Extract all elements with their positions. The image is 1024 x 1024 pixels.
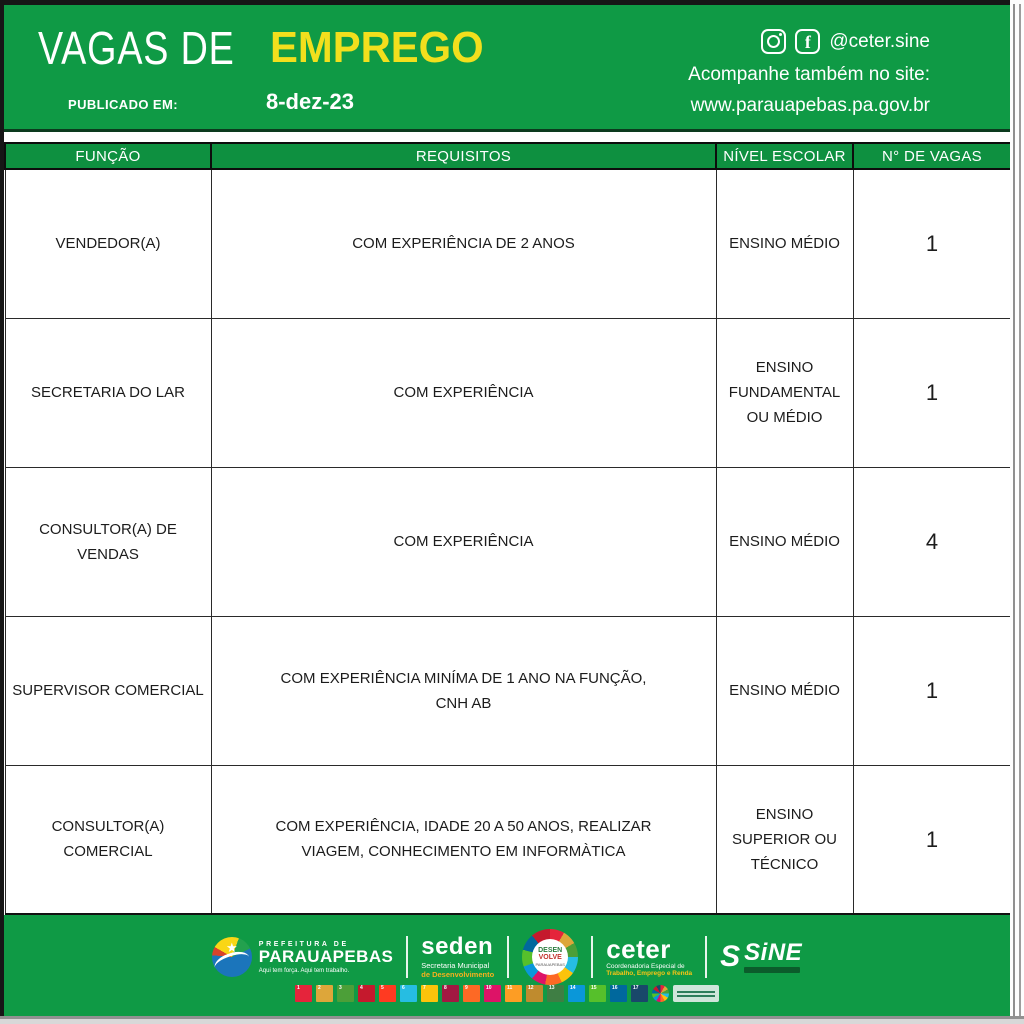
cell-nivel-escolar: ENSINO MÉDIO xyxy=(716,467,853,616)
page-right-edge xyxy=(1010,0,1024,1019)
prefeitura-tagline: Aqui tem força. Aqui tem trabalho. xyxy=(258,967,350,974)
sdg-strip xyxy=(4,985,1010,1002)
prefeitura-line2: PARAUAPEBAS xyxy=(258,946,394,966)
logo-row xyxy=(4,929,1010,985)
social-row xyxy=(688,29,930,54)
page-title-prefix: VAGAS DE xyxy=(38,22,235,74)
parauapebas-emblem-icon xyxy=(212,937,252,977)
seden-subtitle1: Secretaria Municipal xyxy=(421,960,490,970)
cell-vagas: 1 xyxy=(853,169,1011,318)
sdg-goal-13-icon: 13 xyxy=(547,985,564,1002)
facebook-icon xyxy=(795,29,820,54)
cell-requisitos: COM EXPERIÊNCIA MINÍMA DE 1 ANO NA FUNÇÃO, CNH AB xyxy=(211,616,716,765)
social-handle: @ceter.sine xyxy=(829,30,930,52)
cell-funcao: VENDEDOR(A) xyxy=(5,169,211,318)
table-row xyxy=(5,318,1011,467)
seden-subtitle2: de Desenvolvimento xyxy=(421,969,495,979)
sdg-goal-5-icon: 5 xyxy=(379,985,396,1002)
sdg-goal-7-icon: 7 xyxy=(421,985,438,1002)
column-header-n-de-vagas: N° DE VAGAS xyxy=(853,143,1011,169)
sdg-goal-3-icon: 3 xyxy=(337,985,354,1002)
footer-banner xyxy=(4,915,1010,1016)
column-header-nivel-escolar: NÍVEL ESCOLAR xyxy=(716,143,853,169)
cell-nivel-escolar: ENSINO FUNDAMENTAL OU MÉDIO xyxy=(716,318,853,467)
sdg-goal-1-icon: 1 xyxy=(295,985,312,1002)
desenvolve-center xyxy=(532,939,568,975)
sdg-goal-17-icon: 17 xyxy=(631,985,648,1002)
cell-requisitos: COM EXPERIÊNCIA xyxy=(211,467,716,616)
sdg-goal-4-icon: 4 xyxy=(358,985,375,1002)
sdg-wheel-icon xyxy=(652,985,669,1002)
vacancies-table xyxy=(4,142,1012,916)
header-banner xyxy=(4,5,1010,132)
published-label: PUBLICADO EM: xyxy=(68,97,178,112)
sdg-goal-2-icon: 2 xyxy=(316,985,333,1002)
sdg-wide-badge-icon xyxy=(673,985,719,1002)
column-header-funcao: FUNÇÃO xyxy=(5,143,211,169)
cell-funcao: CONSULTOR(A) DE VENDAS xyxy=(5,467,211,616)
cell-funcao: SUPERVISOR COMERCIAL xyxy=(5,616,211,765)
site-url: www.parauapebas.pa.gov.br xyxy=(690,95,930,116)
cell-vagas: 1 xyxy=(853,616,1011,765)
sine-name: SiNE xyxy=(744,938,803,966)
instagram-icon xyxy=(761,29,786,54)
cell-requisitos: COM EXPERIÊNCIA, IDADE 20 A 50 ANOS, REALIZAR VIAGEM, CONHECIMENTO EM INFORMÀTICA xyxy=(211,765,716,914)
ceter-subtitle2: Trabalho, Emprego e Renda xyxy=(606,969,693,977)
logo-divider xyxy=(507,936,509,978)
logo-divider xyxy=(591,936,593,978)
cell-nivel-escolar: ENSINO SUPERIOR OU TÉCNICO xyxy=(716,765,853,914)
page-title-highlight: EMPREGO xyxy=(270,23,484,72)
sine-s-icon: S xyxy=(720,940,741,973)
sdg-goal-14-icon: 14 xyxy=(568,985,585,1002)
sdg-goal-9-icon: 9 xyxy=(463,985,480,1002)
table-row xyxy=(5,616,1011,765)
sine-subtext-bar xyxy=(744,967,800,973)
logo-divider xyxy=(406,936,408,978)
cell-funcao: SECRETARIA DO LAR xyxy=(5,318,211,467)
cell-nivel-escolar: ENSINO MÉDIO xyxy=(716,616,853,765)
seden-logo xyxy=(421,932,495,979)
column-header-requisitos: REQUISITOS xyxy=(211,143,716,169)
cell-vagas: 1 xyxy=(853,318,1011,467)
prefeitura-line1: PREFEITURA DE xyxy=(258,940,349,948)
prefeitura-parauapebas-logo xyxy=(212,937,393,977)
seden-name: seden xyxy=(421,932,494,960)
cell-nivel-escolar: ENSINO MÉDIO xyxy=(716,169,853,318)
sine-logo xyxy=(720,938,803,973)
cell-requisitos: COM EXPERIÊNCIA xyxy=(211,318,716,467)
sdg-goal-6-icon: 6 xyxy=(400,985,417,1002)
desenvolve-line3: PARAUAPEBAS xyxy=(535,962,565,967)
cell-vagas: 1 xyxy=(853,765,1011,914)
ceter-logo xyxy=(606,933,693,977)
sdg-goal-11-icon: 11 xyxy=(505,985,522,1002)
table-row xyxy=(5,765,1011,914)
sdg-goal-8-icon: 8 xyxy=(442,985,459,1002)
sdg-goal-16-icon: 16 xyxy=(610,985,627,1002)
ceter-subtitle1: Coordenadoria Especial de xyxy=(606,962,685,970)
table-header-row xyxy=(5,143,1011,169)
desenvolve-parauapebas-logo-icon xyxy=(522,929,578,985)
table-row xyxy=(5,169,1011,318)
table-row xyxy=(5,467,1011,616)
sdg-goal-15-icon: 15 xyxy=(589,985,606,1002)
site-prompt: Acompanhe também no site: xyxy=(688,64,930,85)
cell-requisitos: COM EXPERIÊNCIA DE 2 ANOS xyxy=(211,169,716,318)
cell-funcao: CONSULTOR(A) COMERCIAL xyxy=(5,765,211,914)
desenvolve-line1: DESEN xyxy=(538,947,563,954)
sdg-goal-12-icon: 12 xyxy=(526,985,543,1002)
sdg-goal-10-icon: 10 xyxy=(484,985,501,1002)
logo-divider xyxy=(705,936,707,978)
social-block xyxy=(688,29,930,117)
published-date: 8-dez-23 xyxy=(266,89,355,114)
desenvolve-line2: VOLVE xyxy=(538,954,562,961)
page-bottom-edge xyxy=(0,1016,1024,1024)
cell-vagas: 4 xyxy=(853,467,1011,616)
ceter-name: ceter xyxy=(606,933,671,964)
